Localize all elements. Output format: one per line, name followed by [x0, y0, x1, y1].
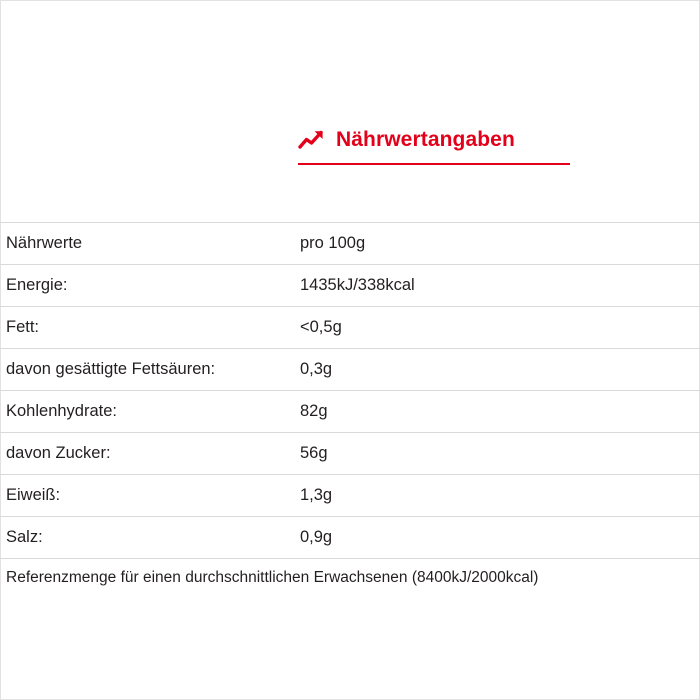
header-row	[298, 128, 515, 163]
row-value: 0,3g	[298, 349, 700, 391]
header-underline	[298, 163, 570, 165]
table-row	[0, 517, 700, 559]
row-value: 0,9g	[298, 517, 700, 559]
nutrition-table	[0, 222, 700, 597]
table-row	[0, 391, 700, 433]
table-footnote-row	[0, 559, 700, 598]
table-row	[0, 349, 700, 391]
row-value: 82g	[298, 391, 700, 433]
row-label: Energie:	[0, 265, 298, 307]
row-value: 1,3g	[298, 475, 700, 517]
row-label: Fett:	[0, 307, 298, 349]
row-value: 56g	[298, 433, 700, 475]
table-row	[0, 265, 700, 307]
row-value: 1435kJ/338kcal	[298, 265, 700, 307]
nutrition-header	[298, 128, 573, 165]
row-value: <0,5g	[298, 307, 700, 349]
chart-line-up-icon	[298, 128, 324, 152]
row-label: Salz:	[0, 517, 298, 559]
page-title: Nährwertangaben	[336, 128, 515, 151]
row-label: davon gesättigte Fettsäuren:	[0, 349, 298, 391]
table-row	[0, 475, 700, 517]
table-row	[0, 307, 700, 349]
table-row	[0, 433, 700, 475]
row-label: Kohlenhydrate:	[0, 391, 298, 433]
table-row	[0, 223, 700, 265]
row-value: pro 100g	[298, 223, 700, 265]
row-label: Eiweiß:	[0, 475, 298, 517]
row-label: Nährwerte	[0, 223, 298, 265]
reference-intake-note: Referenzmenge für einen durchschnittlichen Erwachsenen (8400kJ/2000kcal)	[6, 569, 539, 586]
row-label: davon Zucker:	[0, 433, 298, 475]
